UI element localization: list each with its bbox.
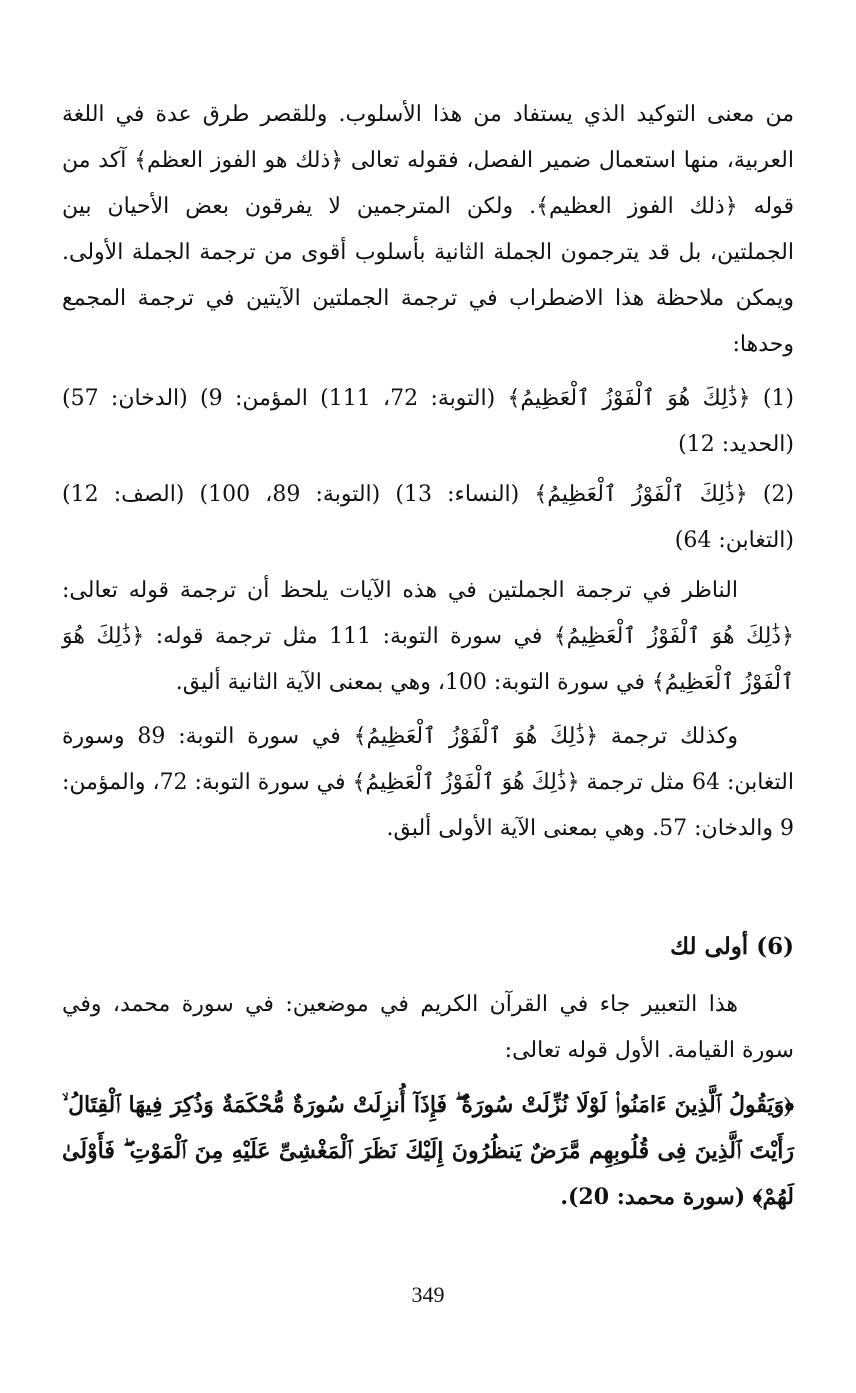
example-2: (2) ﴿ذَٰلِكَ ٱلْفَوْزُ ٱلْعَظِيمُ﴾ (النساء: 13) (التوبة: 89، 100) (الصف: 12) (التغابن: 64) [62,482,795,553]
page-body [62,92,794,1228]
example-1: (1) ﴿ذَٰلِكَ هُوَ ٱلْفَوْزُ ٱلْعَظِيمُ﴾ (التوبة: 72، 111) المؤمن: 9) (الدخان: 57) (الحديد: 12) [62,386,795,457]
section-heading: (6) أولى لك [670,933,794,960]
paragraph-1: من معنى التوكيد الذي يستفاد من هذا الأسلوب. وللقصر طرق عدة في اللغة العربية، منها استعمال ضمير الفصل، فقوله تعالى ﴿ذلك هو الفوز العظم﴾ آكد من قوله ﴿ذلك الفوز العظيم﴾. ولكن المترجمين لا يفرقون بعض الأحيان بين الجملتين، بل قد يترجمون الجملة الثانية بأسلوب أقوى من ترجمة الجملة الأولى. ويمكن ملاحظة هذا الاضطراب في ترجمة الجملتين الآيتين في ترجمة المجمع وحدها: [62,102,794,357]
quran-verse: ﴿وَيَقُولُ ٱلَّذِينَ ءَامَنُوا۟ لَوْلَا نُزِّلَتْ سُورَةٌ ۖ فَإِذَآ أُنزِلَتْ سُورَةٌ مُّحْكَمَةٌ وَذُكِرَ فِيهَا ٱلْقِتَالُ ۙ رَأَيْتَ ٱلَّذِينَ فِى قُلُوبِهِم مَّرَضٌ يَنظُرُونَ إِلَيْكَ نَظَرَ ٱلْمَغْشِىِّ عَلَيْهِ مِنَ ٱلْمَوْتِ ۖ فَأَوْلَىٰ لَهُمْ﴾ (سورة محمد: 20). [62,1092,794,1210]
section-paragraph-1: هذا التعبير جاء في القرآن الكريم في موضعين: في سورة محمد، وفي سورة القيامة. الأول قوله تعالى: [62,992,794,1063]
paragraph-2: الناظر في ترجمة الجملتين في هذه الآيات يلحظ أن ترجمة قوله تعالى: ﴿ذَٰلِكَ هُوَ ٱلْفَوْزُ ٱلْعَظِيمُ﴾ في سورة التوبة: 111 مثل ترجمة قوله: ﴿ذَٰلِكَ هُوَ ٱلْفَوْزُ ٱلْعَظِيمُ﴾ في سورة التوبة: 100، وهي بمعنى الآية الثانية أليق. [62,578,794,695]
paragraph-3: وكذلك ترجمة ﴿ذَٰلِكَ هُوَ ٱلْفَوْزُ ٱلْعَظِيمُ﴾ في سورة التوبة: 89 وسورة التغابن: 64 مثل ترجمة ﴿ذَٰلِكَ هُوَ ٱلْفَوْزُ ٱلْعَظِيمُ﴾ في سورة التوبة: 72، والمؤمن: 9 والدخان: 57. وهي بمعنى الآية الأولى ألبق. [62,724,794,841]
page-number: 349 [411,1282,445,1307]
